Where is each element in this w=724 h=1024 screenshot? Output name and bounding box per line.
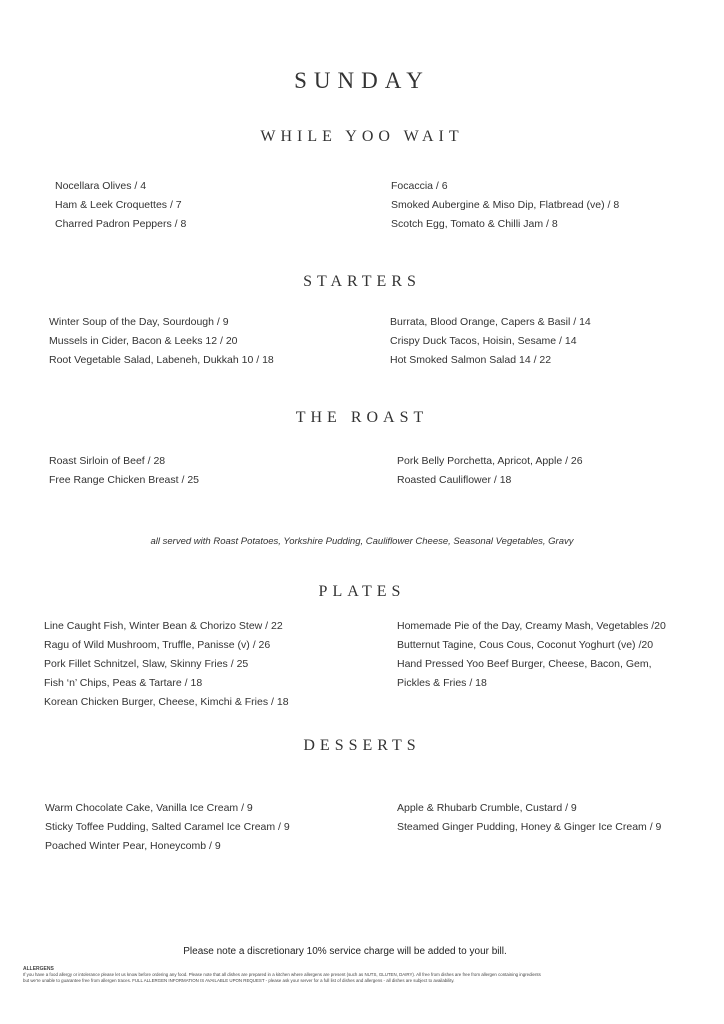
section-title-the-roast: THE ROAST <box>295 409 429 426</box>
plates-left-list <box>44 617 289 712</box>
allergen-info <box>23 966 713 984</box>
menu-item: Crispy Duck Tacos, Hoisin, Sesame / 14 <box>390 335 577 347</box>
allergen-line: but we're unable to guarantee free from allergen traces. FULL ALLERGEN INFORMATION IS AVAILABLE UPON REQUEST - please ask your server for a full list of dishes and allergens - all dishes are subject to availability. <box>23 978 455 983</box>
roast-note: all served with Roast Potatoes, Yorkshire Pudding, Cauliflower Cheese, Seasonal Vegetables, Gravy <box>150 536 574 547</box>
desserts-left-list <box>45 799 290 856</box>
service-charge-note: Please note a discretionary 10% service charge will be added to your bill. <box>183 946 507 957</box>
menu-item: Pork Belly Porchetta, Apricot, Apple / 26 <box>397 455 583 467</box>
menu-item: Sticky Toffee Pudding, Salted Caramel Ice Cream / 9 <box>45 821 290 833</box>
menu-item: Roasted Cauliflower / 18 <box>397 474 512 486</box>
menu-item: Hot Smoked Salmon Salad 14 / 22 <box>390 354 552 366</box>
menu-item: Winter Soup of the Day, Sourdough / 9 <box>49 316 229 328</box>
menu-item: Burrata, Blood Orange, Capers & Basil / 14 <box>390 316 591 328</box>
menu-item: Apple & Rhubarb Crumble, Custard / 9 <box>397 802 577 814</box>
desserts-right-list <box>397 799 661 837</box>
menu-item: Scotch Egg, Tomato & Chilli Jam / 8 <box>391 218 558 230</box>
roast-left-list <box>49 452 199 490</box>
menu-item: Charred Padron Peppers / 8 <box>55 218 187 230</box>
allergen-line: If you have a food allergy or intolerance please let us know before ordering any food. Please note that all dishes are prepared in a kitchen where allergens are present (such as NUTS, GLUTEN, DAIRY). All free from dishes are free from allergen containing ingredients <box>23 972 541 977</box>
menu-item: Mussels in Cider, Bacon & Leeks 12 / 20 <box>49 335 238 347</box>
menu-item: Focaccia / 6 <box>391 180 448 192</box>
menu-item: Free Range Chicken Breast / 25 <box>49 474 199 486</box>
starters-left-list <box>49 313 274 370</box>
menu-item: Poached Winter Pear, Honeycomb / 9 <box>45 840 221 852</box>
menu-item: Korean Chicken Burger, Cheese, Kimchi & Fries / 18 <box>44 696 289 708</box>
menu-item: Ragu of Wild Mushroom, Truffle, Panisse (v) / 26 <box>44 639 271 651</box>
menu-item: Ham & Leek Croquettes / 7 <box>55 199 182 211</box>
menu-item: Steamed Ginger Pudding, Honey & Ginger Ice Cream / 9 <box>397 821 662 833</box>
section-title-starters: STARTERS <box>303 273 421 290</box>
section-title-plates: PLATES <box>318 583 406 600</box>
menu-item: Butternut Tagine, Cous Cous, Coconut Yoghurt (ve) /20 <box>397 639 654 651</box>
plates-right-list <box>397 617 666 693</box>
menu-item: Warm Chocolate Cake, Vanilla Ice Cream / 9 <box>45 802 253 814</box>
menu-item: Roast Sirloin of Beef / 28 <box>49 455 166 467</box>
menu-item: Fish ‘n’ Chips, Peas & Tartare / 18 <box>44 677 203 689</box>
menu-item: Root Vegetable Salad, Labeneh, Dukkah 10 / 18 <box>49 354 274 366</box>
section-title-while-yoo-wait: WHILE YOO WAIT <box>260 128 464 145</box>
menu-item: Pickles & Fries / 18 <box>397 677 487 689</box>
menu-item: Homemade Pie of the Day, Creamy Mash, Vegetables /20 <box>397 620 666 632</box>
wait-left-list <box>55 177 186 234</box>
menu-title: SUNDAY <box>294 68 430 93</box>
menu-item: Hand Pressed Yoo Beef Burger, Cheese, Bacon, Gem, <box>397 658 652 670</box>
roast-right-list <box>397 452 583 490</box>
starters-right-list <box>390 313 591 370</box>
wait-right-list <box>391 177 619 234</box>
section-title-desserts: DESSERTS <box>303 737 421 754</box>
menu-item: Pork Fillet Schnitzel, Slaw, Skinny Fries / 25 <box>44 658 249 670</box>
menu-item: Smoked Aubergine & Miso Dip, Flatbread (ve) / 8 <box>391 199 620 211</box>
menu-item: Nocellara Olives / 4 <box>55 180 147 192</box>
menu-item: Line Caught Fish, Winter Bean & Chorizo Stew / 22 <box>44 620 283 632</box>
allergen-heading: ALLERGENS <box>23 966 54 972</box>
